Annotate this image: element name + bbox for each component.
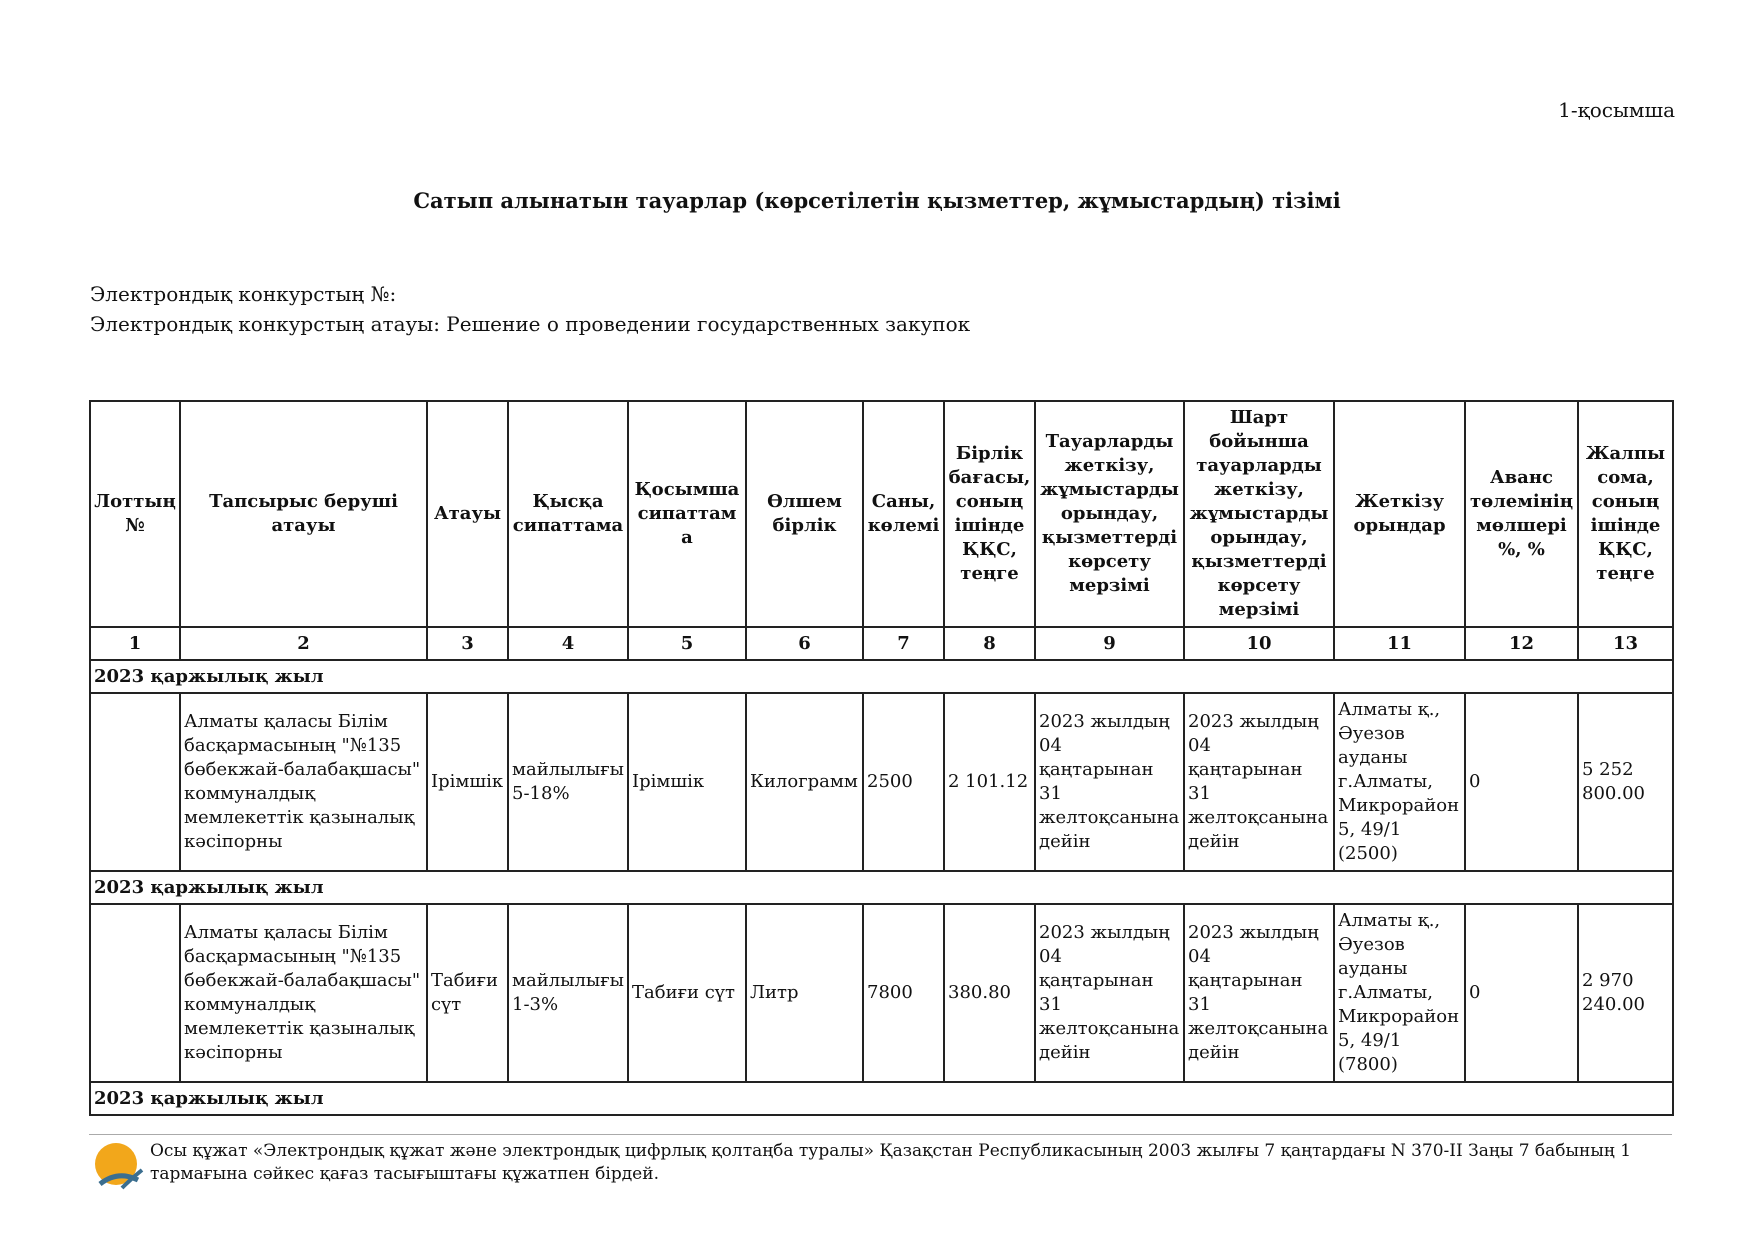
cell-extra-desc: Табиғи сүт: [628, 904, 746, 1082]
lots-table: [89, 400, 1674, 1116]
cell-quantity: 2500: [863, 693, 944, 871]
table-row: [90, 904, 1673, 1082]
cell-advance: 0: [1465, 904, 1578, 1082]
cell-unit-price: 380.80: [944, 904, 1035, 1082]
fiscal-year-label: 2023 қаржылық жыл: [90, 1082, 1673, 1115]
col-header-customer: Тапсырыс беруші атауы: [180, 401, 427, 627]
cell-quantity: 7800: [863, 904, 944, 1082]
competition-name: Электрондық конкурстың атауы: Решение о проведении государственных закупок: [90, 312, 971, 336]
col-header-lot-no: Лоттың №: [90, 401, 180, 627]
column-number: 7: [863, 627, 944, 660]
col-header-quantity: Саны, көлемі: [863, 401, 944, 627]
cell-contract-term: 2023 жылдың 04 қаңтарынан 31 желтоқсанына дейін: [1184, 693, 1334, 871]
column-number: 11: [1334, 627, 1465, 660]
annex-label: 1-қосымша: [1558, 98, 1675, 122]
col-header-contract-term: Шарт бойынша тауарларды жеткізу, жұмыстарды орындау, қызметтерді көрсету мерзімі: [1184, 401, 1334, 627]
col-header-advance: Аванс төлемінің мөлшері %, %: [1465, 401, 1578, 627]
fiscal-year-row: [90, 1082, 1673, 1115]
col-header-short-desc: Қысқа сипаттама: [508, 401, 628, 627]
cell-unit: Литр: [746, 904, 863, 1082]
cell-unit: Килограмм: [746, 693, 863, 871]
digital-signature-seal-icon: [92, 1140, 144, 1192]
cell-extra-desc: Ірімшік: [628, 693, 746, 871]
column-number: 13: [1578, 627, 1673, 660]
fiscal-year-row: [90, 871, 1673, 904]
column-number: 10: [1184, 627, 1334, 660]
column-number: 3: [427, 627, 508, 660]
col-header-delivery-place: Жеткізу орындар: [1334, 401, 1465, 627]
page-title: Сатып алынатын тауарлар (көрсетілетін қызметтер, жұмыстардың) тізімі: [413, 188, 1341, 213]
column-number: 5: [628, 627, 746, 660]
col-header-unit: Өлшем бірлік: [746, 401, 863, 627]
legal-notice: Осы құжат «Электрондық құжат және электрондық цифрлық қолтаңба туралы» Қазақстан Республикасының 2003 жылғы 7 қаңтардағы N 370-II Заңы 7 бабының 1 тармағына сәйкес қағаз тасығыштағы құжатпен бірдей.: [150, 1141, 1632, 1184]
column-number: 12: [1465, 627, 1578, 660]
cell-delivery-term: 2023 жылдың 04 қаңтарынан 31 желтоқсанына дейін: [1035, 904, 1184, 1082]
cell-customer: Алматы қаласы Білім басқармасының "№135 бөбекжай-балабақшасы" коммуналдық мемлекеттік қазыналық кәсіпорны: [180, 904, 427, 1082]
column-number: 4: [508, 627, 628, 660]
fiscal-year-row: [90, 660, 1673, 693]
cell-delivery-place: Алматы қ., Әуезов ауданы г.Алматы, Микрорайон 5, 49/1 (2500): [1334, 693, 1465, 871]
fiscal-year-label: 2023 қаржылық жыл: [90, 871, 1673, 904]
column-number: 1: [90, 627, 180, 660]
table-row: [90, 693, 1673, 871]
cell-advance: 0: [1465, 693, 1578, 871]
cell-short-desc: майлылығы 5-18%: [508, 693, 628, 871]
column-number: 8: [944, 627, 1035, 660]
header-row: [90, 401, 1673, 627]
cell-short-desc: майлылығы 1-3%: [508, 904, 628, 1082]
fiscal-year-label: 2023 қаржылық жыл: [90, 660, 1673, 693]
cell-lot-no: [90, 693, 180, 871]
competition-number: Электрондық конкурстың №:: [90, 282, 397, 306]
col-header-extra-desc: Қосымша сипаттама: [628, 401, 746, 627]
cell-delivery-term: 2023 жылдың 04 қаңтарынан 31 желтоқсанына дейін: [1035, 693, 1184, 871]
cell-customer: Алматы қаласы Білім басқармасының "№135 бөбекжай-балабақшасы" коммуналдық мемлекеттік қазыналық кәсіпорны: [180, 693, 427, 871]
col-header-total: Жалпы сома, соның ішінде ҚҚС, теңге: [1578, 401, 1673, 627]
cell-contract-term: 2023 жылдың 04 қаңтарынан 31 желтоқсанына дейін: [1184, 904, 1334, 1082]
cell-delivery-place: Алматы қ., Әуезов ауданы г.Алматы, Микрорайон 5, 49/1 (7800): [1334, 904, 1465, 1082]
cell-name: Ірімшік: [427, 693, 508, 871]
footer-divider: [89, 1134, 1672, 1135]
col-header-delivery-term: Тауарларды жеткізу, жұмыстарды орындау, қызметтерді көрсету мерзімі: [1035, 401, 1184, 627]
cell-name: Табиғи сүт: [427, 904, 508, 1082]
cell-total: 2 970 240.00: [1578, 904, 1673, 1082]
column-number-row: [90, 627, 1673, 660]
cell-total: 5 252 800.00: [1578, 693, 1673, 871]
column-number: 9: [1035, 627, 1184, 660]
column-number: 6: [746, 627, 863, 660]
column-number: 2: [180, 627, 427, 660]
col-header-unit-price: Бірлік бағасы, соның ішінде ҚҚС, теңге: [944, 401, 1035, 627]
cell-unit-price: 2 101.12: [944, 693, 1035, 871]
col-header-name: Атауы: [427, 401, 508, 627]
cell-lot-no: [90, 904, 180, 1082]
